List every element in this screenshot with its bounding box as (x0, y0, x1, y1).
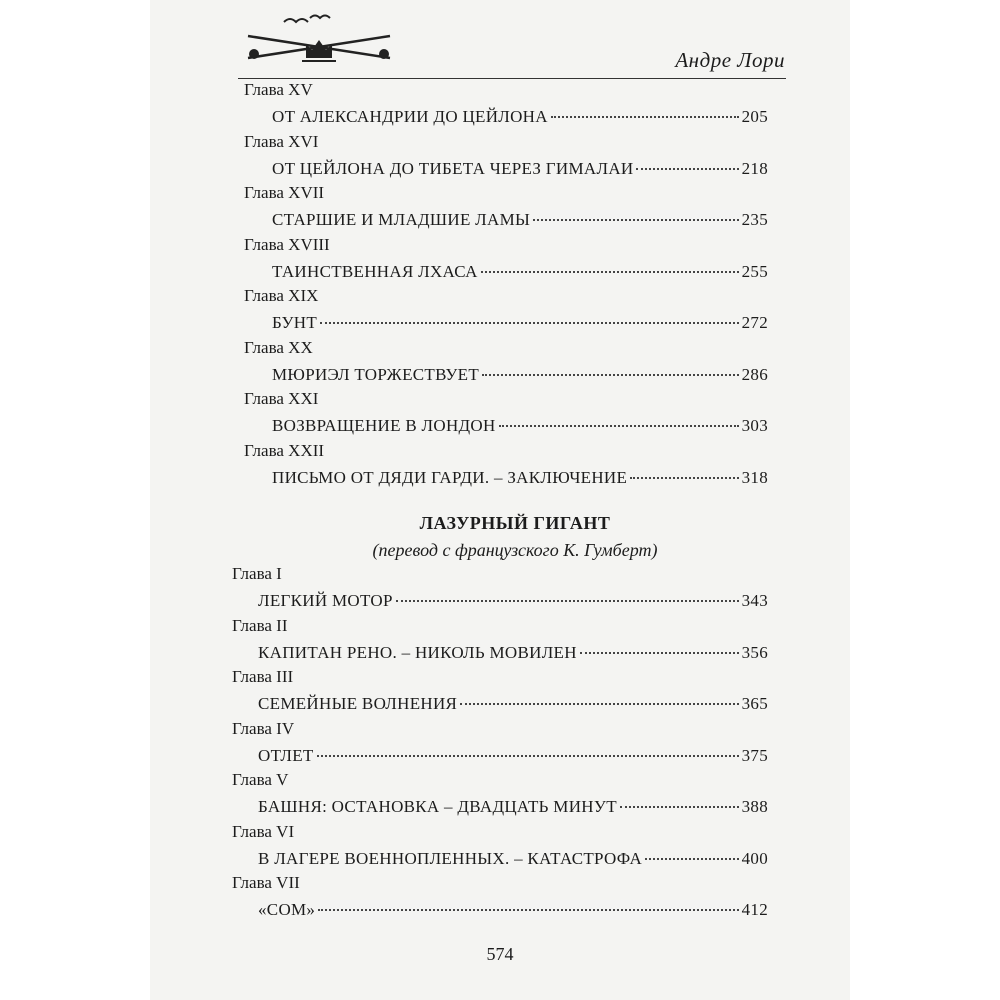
dot-leader (580, 652, 739, 654)
toc-entry (272, 313, 768, 333)
chapter-label: Глава IV (232, 718, 295, 738)
entry-title: В ЛАГЕРЕ ВОЕННОПЛЕННЫХ. – КАТАСТРОФА (258, 848, 643, 868)
entry-page-number: 388 (741, 797, 768, 816)
entry-page-number: 235 (741, 210, 768, 229)
entry-page-number: 356 (741, 642, 768, 662)
entry-title: БУНТ (272, 313, 318, 332)
entry-page-number: 286 (741, 364, 768, 384)
entry-page-number: 205 (741, 107, 768, 126)
entry-title: МЮРИЭЛ ТОРЖЕСТВУЕТ (272, 364, 480, 384)
chapter-label: Глава XVII (244, 183, 325, 202)
dot-leader (533, 219, 738, 221)
entry-page-number: 318 (741, 467, 768, 487)
toc-entry (258, 746, 768, 766)
toc-entry (272, 210, 768, 230)
entry-page-number: 400 (741, 848, 768, 868)
entry-page-number: 412 (741, 900, 768, 919)
chapter-label: Глава XVI (244, 131, 319, 151)
chapter-label: Глава VII (232, 873, 300, 892)
running-header-author: Андре Лори (675, 48, 785, 72)
entry-page-number: 375 (741, 745, 768, 765)
entry-page-number: 343 (741, 591, 768, 610)
dot-leader (551, 116, 739, 118)
entry-page-number: 255 (741, 261, 768, 281)
chapter-label: Глава XXII (244, 440, 325, 460)
toc-entry (272, 107, 768, 127)
section-title: ЛАЗУРНЫЙ ГИГАНТ (419, 513, 611, 533)
toc-entry (272, 159, 768, 179)
dot-leader (318, 909, 738, 911)
dot-leader (499, 425, 739, 427)
entry-page-number: 303 (741, 416, 768, 435)
toc-entry (258, 900, 768, 920)
toc-entry (258, 694, 768, 714)
chapter-label: Глава XX (244, 337, 313, 357)
toc-entry (258, 643, 768, 663)
chapter-label: Глава XXI (244, 389, 319, 408)
toc-entry (272, 468, 768, 488)
dot-leader (460, 703, 738, 705)
dot-leader (636, 168, 738, 170)
chapter-label: Глава XVIII (244, 234, 330, 254)
dot-leader (482, 374, 739, 376)
entry-title: ОТЛЕТ (258, 745, 314, 765)
entry-title: «СОМ» (258, 900, 316, 919)
dot-leader (320, 322, 739, 324)
toc-entry (272, 416, 768, 436)
entry-title: ВОЗВРАЩЕНИЕ В ЛОНДОН (272, 416, 496, 435)
entry-title: СЕМЕЙНЫЕ ВОЛНЕНИЯ (258, 694, 458, 713)
toc-entry (258, 591, 768, 611)
entry-page-number: 218 (741, 158, 768, 178)
chapter-label: Глава XV (244, 80, 313, 99)
dot-leader (317, 755, 739, 757)
toc-entry (272, 365, 768, 385)
entry-title: БАШНЯ: ОСТАНОВКА – ДВАДЦАТЬ МИНУТ (258, 797, 617, 816)
dot-leader (396, 600, 739, 602)
entry-title: ПИСЬМО ОТ ДЯДИ ГАРДИ. – ЗАКЛЮЧЕНИЕ (272, 467, 628, 487)
dot-leader (481, 271, 739, 273)
chapter-label: Глава I (232, 564, 282, 583)
entry-title: ЛЕГКИЙ МОТОР (258, 591, 393, 610)
entry-title: КАПИТАН РЕНО. – НИКОЛЬ МОВИЛЕН (258, 642, 577, 662)
chapter-label: Глава V (232, 770, 289, 789)
entry-page-number: 272 (741, 313, 768, 332)
chapter-label: Глава XIX (244, 286, 319, 305)
entry-title: ОТ АЛЕКСАНДРИИ ДО ЦЕЙЛОНА (272, 107, 548, 126)
entry-page-number: 365 (741, 694, 768, 713)
toc-entry (272, 262, 768, 282)
entry-title: СТАРШИЕ И МЛАДШИЕ ЛАМЫ (272, 210, 531, 229)
toc-entry (258, 797, 768, 817)
chapter-label: Глава VI (232, 821, 295, 841)
dot-leader (630, 477, 738, 479)
chapter-label: Глава III (232, 667, 294, 686)
page-number: 574 (486, 944, 514, 964)
chapter-label: Глава II (232, 615, 288, 635)
dot-leader (645, 858, 739, 860)
entry-title: ОТ ЦЕЙЛОНА ДО ТИБЕТА ЧЕРЕЗ ГИМАЛАИ (272, 158, 634, 178)
section-subtitle: (перевод с французского К. Гумберт) (372, 540, 658, 560)
entry-title: ТАИНСТВЕННАЯ ЛХАСА (272, 261, 478, 281)
dot-leader (620, 806, 739, 808)
toc-entry (258, 849, 768, 869)
